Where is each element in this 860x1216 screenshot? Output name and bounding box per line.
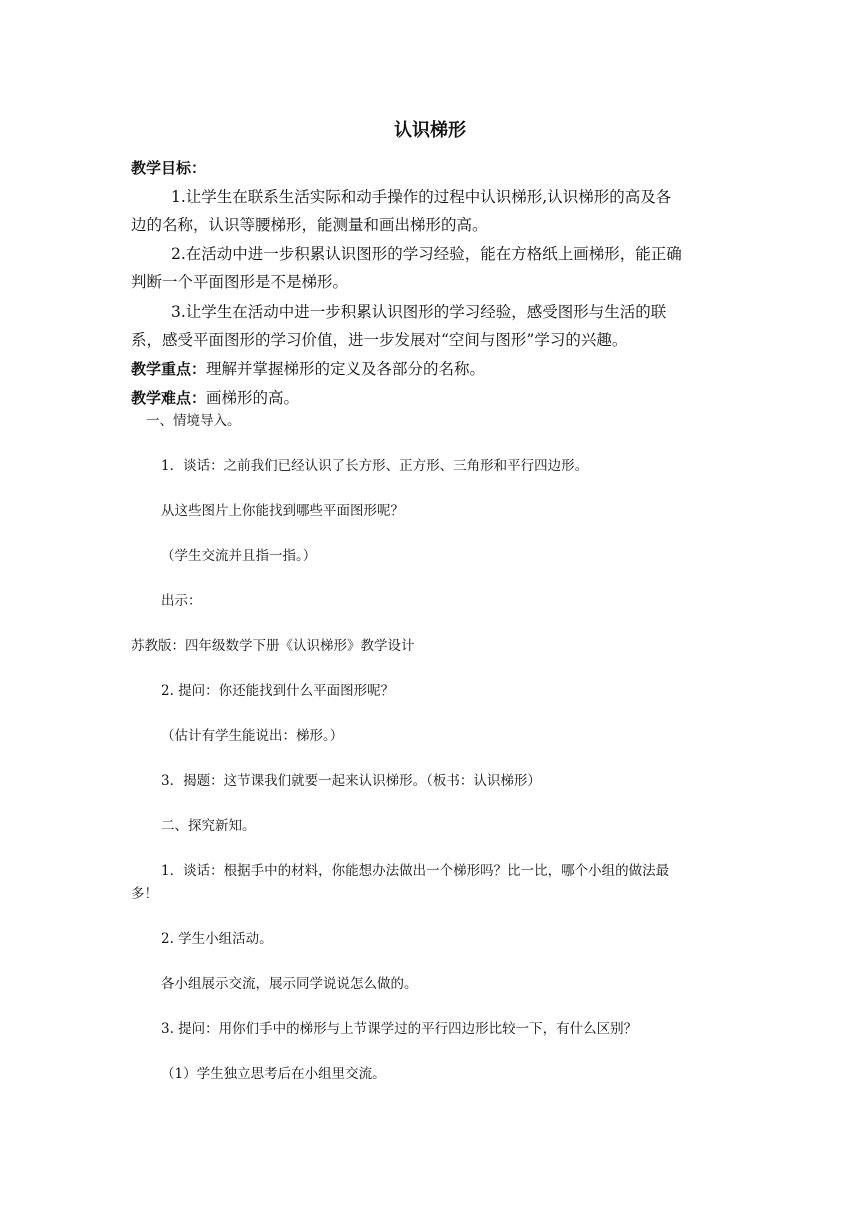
key-point [131,358,485,380]
paragraph-9-line1: 1．谈话：根据手中的材料，你能想办法做出一个梯形吗？比一比，哪个小组的做法最 [161,863,670,879]
paragraph-4: 出示： [161,593,202,609]
objective-3-line2: 系，感受平面图形的学习价值，进一步发展对“空间与图形”学习的兴趣。 [131,331,628,349]
objective-1-line1: 1.让学生在联系生活实际和动手操作的过程中认识梯形,认识梯形的高及各 [171,188,672,206]
paragraph-7: （估计有学生能说出：梯形。） [161,728,344,744]
key-point-text: 理解并掌握梯形的定义及各部分的名称。 [206,360,486,378]
paragraph-5: 苏教版：四年级数学下册《认识梯形》教学设计 [131,638,415,654]
paragraph-12: 3. 提问：用你们手中的梯形与上节课学过的平行四边形比较一下，有什么区别？ [161,1021,638,1037]
paragraph-6: 2. 提问：你还能找到什么平面图形呢？ [161,683,395,699]
objective-2-line1: 2.在活动中进一步积累认识图形的学习经验，能在方格纸上画梯形，能正确 [171,245,682,263]
difficulty [131,387,299,409]
objective-3-line1: 3.让学生在活动中进一步积累认识图形的学习经验，感受图形与生活的联 [171,303,667,321]
difficulty-text: 画梯形的高。 [206,389,300,407]
section-heading-2: 二、探究新知。 [161,818,256,834]
paragraph-3: （学生交流并且指一指。） [161,548,317,564]
paragraph-8: 3．揭题：这节课我们就要一起来认识梯形。（板书：认识梯形） [161,773,541,789]
paragraph-1: 1．谈话：之前我们已经认识了长方形、正方形、三角形和平行四边形。 [161,458,589,474]
paragraph-10: 2. 学生小组活动。 [161,931,273,947]
section-heading-1: 一、情境导入。 [146,413,241,429]
difficulty-label: 教学难点： [131,389,207,407]
page-title: 认识梯形 [394,120,466,141]
objectives-label: 教学目标： [131,159,207,177]
paragraph-2: 从这些图片上你能找到哪些平面图形呢？ [161,503,404,519]
paragraph-11: 各小组展示交流，展示同学说说怎么做的。 [161,976,418,992]
objective-1-line2: 边的名称，认识等腰梯形，能测量和画出梯形的高。 [131,216,488,234]
key-point-label: 教学重点： [131,360,207,378]
paragraph-9-line2: 多！ [131,886,158,902]
objective-2-line2: 判断一个平面图形是不是梯形。 [131,273,349,291]
paragraph-13: （1）学生独立思考后在小组里交流。 [161,1066,386,1082]
